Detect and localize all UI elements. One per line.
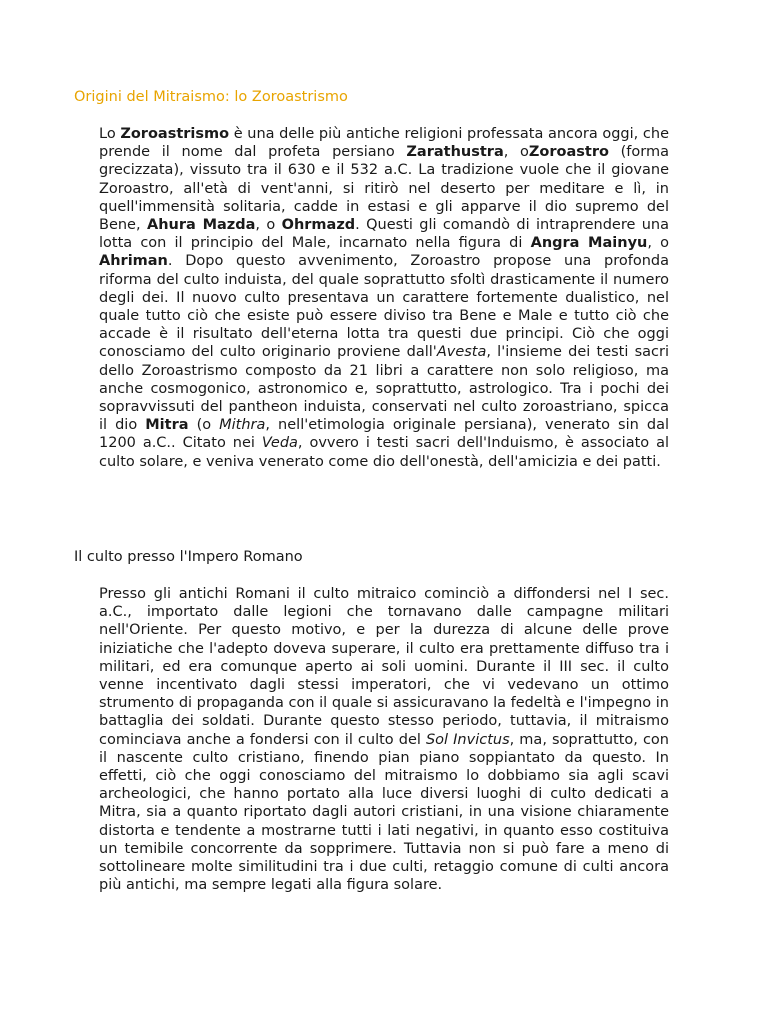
text-run: . Dopo questo avvenimento, Zoroastro propose una profonda riforma del culto induista, del quale soprattutto sfoltì drasticamente il numero degli dei. Il nuovo culto presentava un carattere fortemente dualistico, nel quale tutto ciò che esiste può essere diviso tra Bene e Male e tutto ciò che accade è il risultato dell'eterna lotta tra questi due principi. Ciò che oggi conosciamo del culto originario proviene dall' [99, 253, 669, 361]
term-zoroastro: Zoroastro [528, 144, 609, 161]
text-run: (o [188, 417, 220, 434]
text-run: Lo [99, 126, 121, 142]
text-run: . Questi gli comandò di intraprendere una lotta con il principio del Male, incarnato nella figura di [99, 217, 670, 252]
text-run: , o [647, 235, 669, 252]
term-veda: Veda [261, 435, 298, 452]
text-run: , ovvero i testi sacri dell'Induismo, è associato al culto solare, e veniva venerato come dio dell'onestà, dell'amicizia e dei patti. [99, 435, 669, 470]
term-ohrmazd: Ohrmazd [281, 217, 356, 234]
term-sol-invictus: Sol Invictus [425, 731, 510, 748]
text-run: , nell'etimologia originale persiana), venerato sin dal 1200 a.C.. Citato nei [99, 417, 669, 452]
paragraph-roman-cult [99, 585, 669, 894]
term-ahriman: Ahriman [99, 253, 168, 270]
term-mitra: Mitra [145, 417, 189, 434]
term-zoroastrismo: Zoroastrismo [120, 126, 230, 142]
text-run: è una delle più antiche religioni professata ancora oggi, che prende il nome dal profeta persiano [99, 126, 669, 161]
term-mithra: Mithra [219, 417, 266, 434]
term-ahura-mazda: Ahura Mazda [146, 217, 256, 234]
term-zarathustra: Zarathustra [406, 144, 504, 161]
text-run: Presso gli antichi Romani il culto mitraico cominciò a diffondersi nel I sec. a.C., importato dalle legioni che tornavano dalle campagne militari nell'Oriente. Per questo motivo, e per la durezza di alcune delle prove iniziatiche che l'adepto doveva superare, il culto era prettamente diffuso tra i militari, ed era comunque aperto ai soli uomini. Durante il III sec. il culto venne incentivato dagli stessi imperatori, che vi vedevano un ottimo strumento di propaganda con il quale si assicuravano la fedeltà e l'impegno in battaglia dei soldati. Durante questo stesso periodo, tuttavia, il mitraismo cominciava anche a fondersi con il culto del [99, 586, 669, 748]
text-run: , o [255, 217, 282, 234]
term-avesta: Avesta [436, 344, 487, 361]
paragraph-zoroastrianism [99, 125, 669, 471]
text-run: (forma grecizzata), vissuto tra il 630 e il 532 a.C. La tradizione vuole che il giovane Zoroastro, all'età di vent'anni, si ritirò nel deserto per meditare e lì, in quell'immensità solitaria, cadde in estasi e gli apparve il dio supremo del Bene, [99, 144, 670, 234]
text-run: , o [503, 144, 529, 161]
text-run: , l'insieme dei testi sacri dello Zoroastrismo composto da 21 libri a carattere non solo religioso, ma anche cosmogonico, astronomico e, soprattutto, astrologico. Tra i pochi dei sopravvissuti del pantheon induista, conservati nel culto zoroastriano, spicca il dio [99, 344, 670, 434]
section-title-origins: Origini del Mitraismo: lo Zoroastrismo [74, 89, 348, 105]
term-angra-mainyu: Angra Mainyu [530, 235, 648, 252]
text-run: , ma, soprattutto, con il nascente culto cristiano, finendo pian piano soppiantato da questo. In effetti, ciò che oggi conosciamo del mitraismo lo dobbiamo sia agli scavi archeologici, che hanno portato alla luce diversi luoghi di culto dedicati a Mitra, sia a quanto riportato dagli autori cristiani, in una visione chiaramente distorta e tendente a mostrarne tutti i lati negativi, in quanto esso costituiva un temibile concorrente da sopprimere. Tuttavia non si può fare a meno di sottolineare molte similitudini tra i due culti, retaggio comune di culti ancora più antichi, ma sempre legati alla figura solare. [99, 731, 669, 894]
section-title-roman-empire: Il culto presso l'Impero Romano [74, 549, 303, 565]
